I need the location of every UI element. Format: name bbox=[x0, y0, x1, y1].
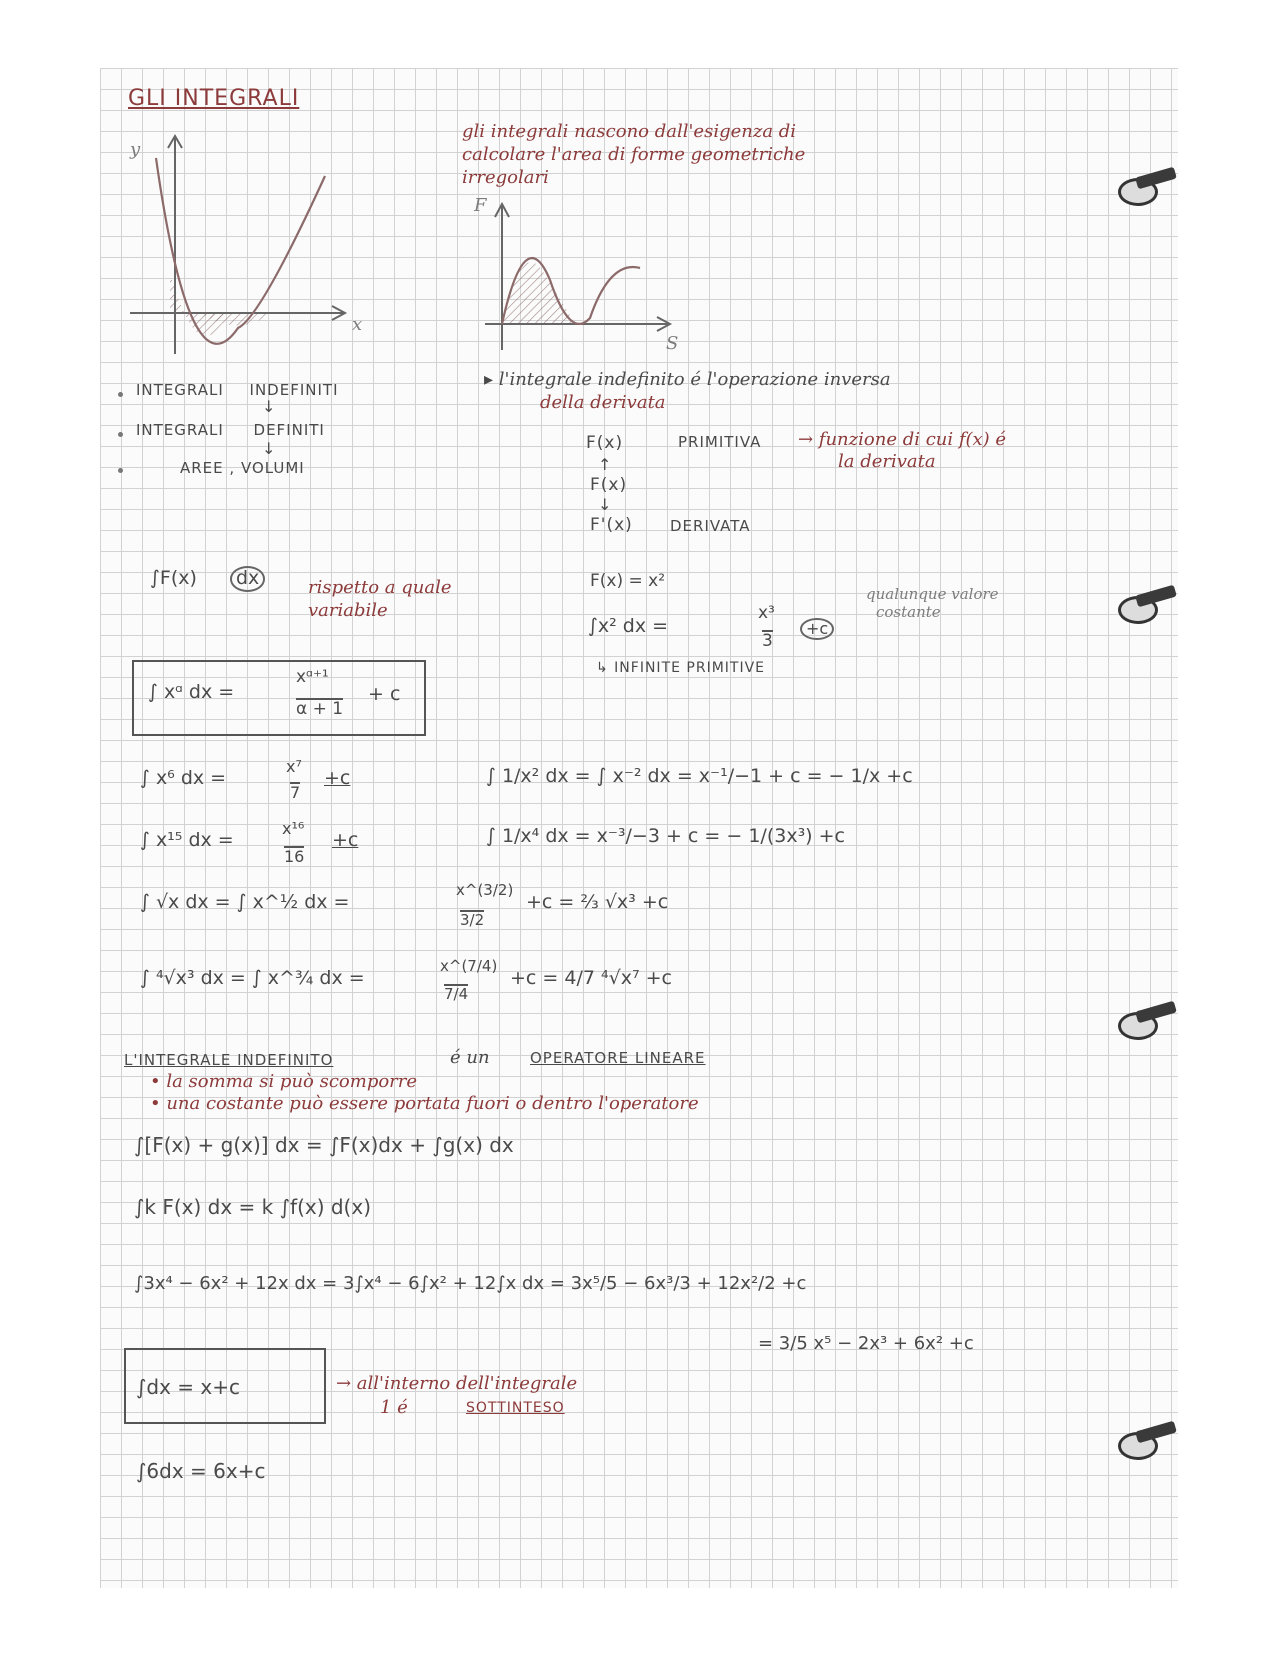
power-rule-lhs: ∫ xᵅ dx = bbox=[148, 681, 235, 703]
polynomial-line-1: ∫3x⁴ − 6x² + 12x dx = 3∫x⁴ − 6∫x² + 12∫x dx = 3x⁵/5 − 6x³/3 + 12x²/2 +c bbox=[134, 1273, 807, 1294]
example-root4-den: 7/4 bbox=[444, 985, 469, 1003]
dx-rule-note-b: 1 é bbox=[380, 1397, 408, 1418]
bullet-integrali-definiti: INTEGRALI DEFINITI bbox=[136, 421, 325, 439]
bullet-dot bbox=[118, 432, 123, 437]
example-sqrt-result: +c = ⅔ √x³ +c bbox=[526, 891, 669, 913]
bullet-integrali-indefiniti: INTEGRALI INDEFINITI bbox=[136, 381, 339, 399]
dx-note-line-1: rispetto a quale bbox=[308, 577, 452, 598]
linearity-sum-formula: ∫[F(x) + g(x)] dx = ∫F(x)dx + ∫g(x) dx bbox=[134, 1133, 514, 1157]
linear-point-2: • una costante può essere portata fuori o dentro l'operatore bbox=[150, 1093, 699, 1114]
graph2-x-label: S bbox=[666, 333, 679, 354]
dx-rule-note-a: → all'interno dell'integrale bbox=[336, 1373, 578, 1394]
example-x6-lhs: ∫ x⁶ dx = bbox=[140, 767, 227, 789]
function-fx: F(x) bbox=[590, 475, 628, 495]
linear-point-1: • la somma si può scomporre bbox=[150, 1071, 418, 1092]
parabola-graph bbox=[120, 128, 363, 358]
example-x6-den: 7 bbox=[290, 783, 301, 802]
bullet-dot bbox=[118, 392, 123, 397]
example-integral: ∫x² dx = bbox=[588, 615, 669, 637]
bullet-dot bbox=[118, 468, 123, 473]
constant-note-line-1: qualunque valore bbox=[866, 585, 999, 603]
dx-rule-formula: ∫dx = x+c bbox=[136, 1375, 241, 1399]
example-root4-lhs: ∫ ⁴√x³ dx = ∫ x^¾ dx = bbox=[140, 967, 365, 989]
intro-line-3: irregolari bbox=[462, 167, 549, 188]
power-rule-numerator: xᵅ⁺¹ bbox=[296, 667, 329, 687]
linear-heading-c: OPERATORE LINEARE bbox=[530, 1049, 706, 1067]
bullet-aree-volumi: AREE , VOLUMI bbox=[180, 459, 305, 477]
indef-definition-line-1: ▸ l'integrale indefinito é l'operazione inversa bbox=[484, 369, 891, 390]
dx-circled: dx bbox=[230, 566, 265, 592]
derivative-label: DERIVATA bbox=[670, 517, 751, 535]
example-root4-result: +c = 4/7 ⁴√x⁷ +c bbox=[510, 967, 672, 989]
polynomial-line-2: = 3/5 x⁵ − 2x³ + 6x² +c bbox=[758, 1333, 974, 1354]
constant-integral-example: ∫6dx = 6x+c bbox=[136, 1459, 266, 1483]
dx-rule-note-c: SOTTINTESO bbox=[466, 1400, 565, 1416]
indef-definition-line-2: della derivata bbox=[540, 392, 666, 413]
intro-line-1: gli integrali nascono dall'esigenza di bbox=[462, 121, 797, 142]
example-x6-c: +c bbox=[324, 767, 351, 789]
dx-note-line-2: variabile bbox=[308, 600, 388, 621]
example-x6-num: x⁷ bbox=[286, 757, 302, 776]
example-numerator: x³ bbox=[758, 603, 775, 623]
primitive-label: PRIMITIVA bbox=[678, 433, 762, 451]
example-sqrt-lhs: ∫ √x dx = ∫ x^½ dx = bbox=[140, 891, 350, 913]
linearity-constant-formula: ∫k F(x) dx = k ∫f(x) d(x) bbox=[134, 1195, 372, 1219]
linear-heading-a: L'INTEGRALE INDEFINITO bbox=[124, 1051, 334, 1069]
power-rule-constant: + c bbox=[368, 683, 401, 705]
example-denominator: 3 bbox=[762, 631, 773, 651]
example-fx: F(x) = x² bbox=[590, 571, 666, 591]
example-sqrt-den: 3/2 bbox=[460, 911, 485, 929]
example-root4-num: x^(7/4) bbox=[440, 957, 498, 975]
example-1-over-x4: ∫ 1/x⁴ dx = x⁻³/−3 + c = − 1/(3x³) +c bbox=[486, 825, 846, 847]
power-rule-denominator: α + 1 bbox=[296, 699, 344, 719]
infinite-primitives: ↳ INFINITE PRIMITIVE bbox=[596, 660, 766, 676]
arrow-up-icon: ↑ bbox=[598, 455, 612, 474]
arrow-down-icon: ↓ bbox=[262, 397, 276, 416]
primitive-fx: F(x) bbox=[586, 433, 624, 453]
arrow-down-icon: ↓ bbox=[262, 439, 276, 458]
example-x15-c: +c bbox=[332, 829, 359, 851]
intro-line-2: calcolare l'area di forme geometriche bbox=[462, 144, 806, 165]
example-1-over-x2: ∫ 1/x² dx = ∫ x⁻² dx = x⁻¹/−1 + c = − 1/x +c bbox=[486, 765, 913, 787]
graph2-y-label: F bbox=[474, 195, 487, 216]
derivative-fx: F'(x) bbox=[590, 515, 633, 535]
graph1-x-label: x bbox=[352, 314, 363, 335]
linear-heading-b: é un bbox=[450, 1047, 490, 1068]
area-graph bbox=[480, 200, 680, 360]
example-constant: +c bbox=[800, 618, 834, 640]
constant-note-line-2: costante bbox=[876, 603, 941, 621]
example-x15-num: x¹⁶ bbox=[282, 819, 305, 838]
page-title: GLI INTEGRALI bbox=[128, 86, 300, 111]
example-x15-lhs: ∫ x¹⁵ dx = bbox=[140, 829, 234, 851]
primitive-description-2: la derivata bbox=[838, 451, 936, 472]
primitive-description-1: → funzione di cui f(x) é bbox=[798, 429, 1007, 450]
graph1-y-label: y bbox=[130, 139, 141, 160]
dx-formula: ∫F(x) bbox=[150, 567, 197, 589]
example-sqrt-num: x^(3/2) bbox=[456, 881, 514, 899]
example-x15-den: 16 bbox=[284, 847, 305, 866]
arrow-down-icon: ↓ bbox=[598, 495, 612, 514]
